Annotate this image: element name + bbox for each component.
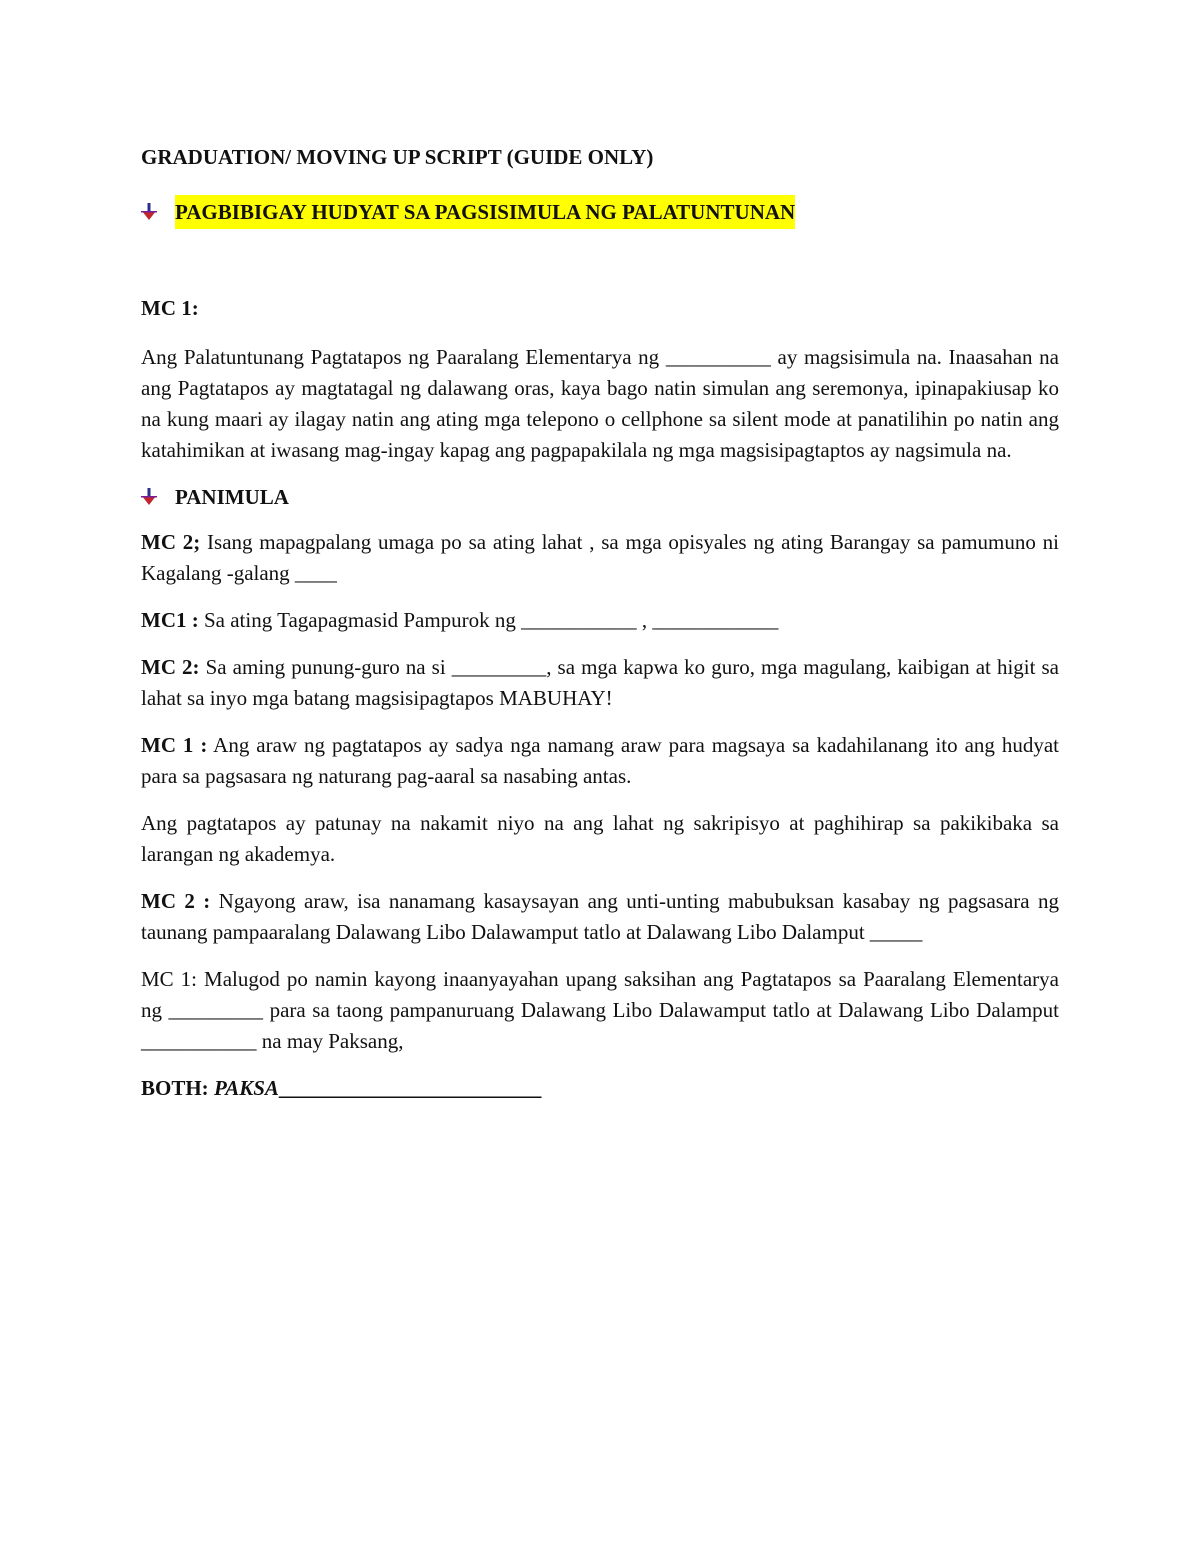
script-line-both-paksa bbox=[141, 1073, 1059, 1104]
section-heading-pagbibigay-hudyat bbox=[141, 195, 1059, 229]
arrow-down-bullet-icon bbox=[141, 488, 175, 506]
script-line-mc2-ngayong bbox=[141, 886, 1059, 948]
script-text: Sa aming punung-guro na si _________, sa mga kapwa ko guro, mga magulang, kaibigan at higit sa lahat sa inyo mga batang magsisipagtapos MABUHAY! bbox=[141, 655, 1059, 710]
speaker-label: MC 2 : bbox=[141, 889, 211, 913]
script-line-mc1-malugod: MC 1: Malugod po namin kayong inaanyayahan upang saksihan ang Pagtatapos sa Paaralang Elementarya ng _________ para sa taong pampanuruang Dalawang Libo Dalawamput tatlo at Dalawang Libo Dalamput ___________ na may Paksang, bbox=[141, 967, 1059, 1053]
script-text: Isang mapagpalang umaga po sa ating lahat , sa mga opisyales ng ating Barangay sa pamumuno ni Kagalang -galang ____ bbox=[141, 530, 1060, 585]
speaker-label: MC 2; bbox=[141, 530, 201, 554]
section-heading-text: PAGBIBIGAY HUDYAT SA PAGSISIMULA NG PALATUNTUNAN bbox=[175, 195, 795, 229]
opening-paragraph: Ang Palatuntunang Pagtatapos ng Paaralang Elementarya ng __________ ay magsisimula na. Inaasahan na ang Pagtatapos ay magtatagal ng dalawang oras, kaya bago natin simulan ang seremonya, ipinapakiusap ko na kung maari ay ilagay natin ang ating mga telepono o cellphone sa silent mode at panatilihin po natin ang katahimikan at iwasang mag-ingay kapag ang pagpapakilala ng mga magsisipagtaptos ay nagsimula na. bbox=[141, 345, 1059, 462]
mc1-label: MC 1: bbox=[141, 296, 199, 320]
script-line-mc2-greeting bbox=[141, 527, 1059, 589]
speaker-label: BOTH: bbox=[141, 1076, 209, 1100]
script-text: Ngayong araw, isa nanamang kasaysayan ang unti-unting mabubuksan kasabay ng pagsasara ng taunang pampaaralang Dalawang Libo Dalawamput tatlo at Dalawang Libo Dalamput _____ bbox=[141, 889, 1060, 944]
paksa-blank: _________________________ bbox=[278, 1076, 542, 1100]
section-heading-text: PANIMULA bbox=[175, 485, 289, 509]
script-line-mc2-punungguro bbox=[141, 652, 1059, 714]
speaker-label: MC1 : bbox=[141, 608, 199, 632]
paksa-label: PAKSA bbox=[213, 1076, 279, 1100]
script-text: Ang araw ng pagtatapos ay sadya nga namang araw para magsaya sa kadahilanang ito ang hudyat para sa pagsasara ng naturang pag-aaral sa nasabing antas. bbox=[141, 733, 1059, 788]
speaker-label: MC 2: bbox=[141, 655, 200, 679]
speaker-label: MC 1 : bbox=[141, 733, 208, 757]
script-line-mc1-araw bbox=[141, 730, 1059, 792]
document-title: GRADUATION/ MOVING UP SCRIPT (GUIDE ONLY) bbox=[141, 145, 654, 169]
script-line-mc1-tagapagmasid bbox=[141, 605, 1059, 636]
section-heading-panimula bbox=[141, 480, 1059, 514]
document-page bbox=[141, 140, 1059, 1104]
script-text: Sa ating Tagapagmasid Pampurok ng ___________ , ____________ bbox=[198, 608, 779, 632]
script-line-pagtatapos: Ang pagtatapos ay patunay na nakamit niyo na ang lahat ng sakripisyo at paghihirap sa pakikibaka sa larangan ng akademya. bbox=[141, 811, 1059, 866]
arrow-down-bullet-icon bbox=[141, 203, 175, 221]
